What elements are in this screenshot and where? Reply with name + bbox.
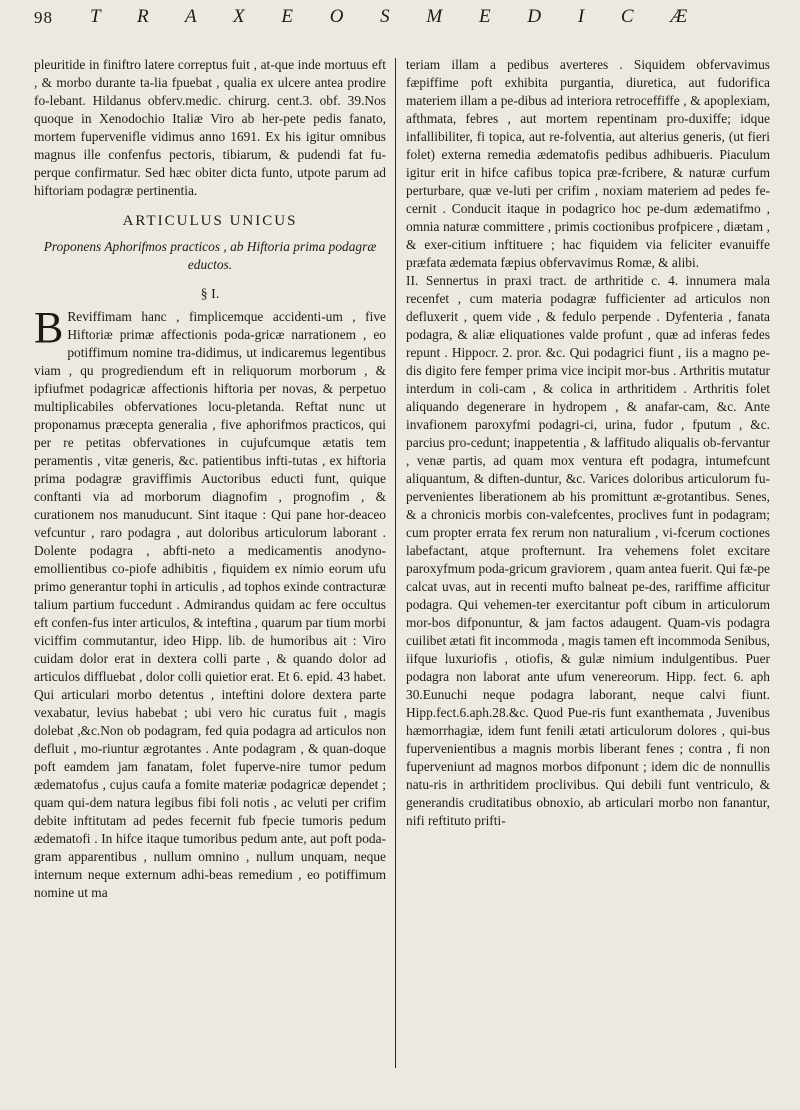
running-title: T R A X E O S M E D I C Æ [90, 6, 700, 27]
column-divider [395, 58, 396, 1068]
section-number: § I. [200, 287, 220, 302]
left-paragraph-continued: pleuritide in finiftro latere correptus fuit , at-que inde mortuus eft , & morbo durante ta-lia fpuebat , qualia ex ulcere antea prodire fo-lebant. Hildanus obferv.medic. chirurg. cent.3. obf. 39.Nos quoque in Xenodochio Italiæ Viro ab her-pete pedis fanato, mortem fupervenifle vidimus anno 1691. Ex his igitur omnibus magnus ille confenfus pectoris, tibiarum, & pudendi fat fu-perque confirmatur. Sed hæc obiter dicta funto, utpote parum ad hiftoriam podagræ pertinentia. [34, 57, 386, 198]
right-column [406, 56, 770, 1096]
page-number: 98 [34, 8, 53, 27]
article-heading: ARTICULUS UNICUS [122, 213, 298, 229]
article-subheading: Proponens Aphorifmos practicos , ab Hiftoria prima podagræ eductos. [43, 239, 377, 272]
right-paragraph-continued: teriam illam a pedibus averteres . Siquidem obfervavimus fæpiffime poft exhibita purgantia, diuretica, aut fudorifica materiem illam a pe-dibus ad interiora retroceffiffe , & apoplexiam, afthmata, febres , aut mortem repentinam pro-duxiffe; idque infallibiliter, fi topica, aut re-folventia, aut alterius generis, (ut fieri folet) externa remedia ædematofis pedibus adhibueris. Piaculum igitur erit in hifce cafibus topica præ-fcribere, & naturæ curfum perturbare, quæ ve-luti per crifim , noxiam materiem ad pedes fe-cernit . Conducit itaque in podagrico hoc pe-dum ædematifmo , omnia naturæ committere , primis coctionibus profpicere , diætam , & exer-citium inftituere ; hac fiquidem via feliciter evanuiffe præfata ædemata fæpius obfervavimus Romæ, & alibi. [406, 57, 770, 270]
page-header [34, 6, 780, 36]
left-paragraph-main-text: Reviffimam hanc , fimplicemque accidenti-um , five Hiftoriæ primæ affectionis poda-gricæ narrationem , eo potiffimum nomine tra-didimus, ut indicaremus legentibus viam , qu progrediendum eft in reliquorum morborum , & ipfiufmet podagricæ affectionis hiftoria per novas, & perpetuo multiplicabiles obfervationes locu-pletanda. Reftat nunc ut proponamus præcepta generalia , five aphorifmos practicos, qui per re petitas obfervationes in cujufcumque ætatis tem peramentis , vitæ generis, &c. patientibus infti-tutas , ex hiftoria prima podagræ graviffimis Auctoribus educti funt, quique conftanti via ad morborum diagnofim , prognofim , & curationem nos manuducunt. Sint itaque : Qui pane hor-deaceo vefcuntur , raro podagra , aut doloribus articulorum laborant . Dolente podagra , abfti-neto a medicamentis anodyno-emollientibus co-piofe adhibitis , fiquidem ex nimio eorum ufu primo generantur tophi in articulis , ad tophos exinde contracturæ talium partium fuccedunt . Admirandus quidam ac fere occultus eft confen-fus inter articulos, & inteftina , quarum par tium morbi viciffim commutantur, ideo Hipp. lib. de humoribus ait : Viro cuidam dolor erat in dextera colli parte , & quando dolor ad articulos diffluebat , dolor colli quietior erat. Et 6. epid. 43 habet. Qui articulari morbo detentus , inteftini dolore dextera parte vexabatur, levius habebat ; ubi vero hic curatus fuit , magis dolebat ,&c.Non ob podagram, fed quia podagra ad articulos non defluit , mo-riuntur ægrotantes . Ante podagram , & quan-doque poft eamdem jam fanatam, folet fuperve-nire tumor pedum ædematofus , cujus caufa a fomite materiæ podagricæ dependet ; quam qui-dem natura legibus fibi foli notis , ac veluti per crifim debite inftitutam ad pedes fecernit fub fpecie tumoris pedum ædematofi . In hifce itaque tumoribus pedum ante, aut poft poda-gram apparentibus , nullum omnino , nullum unquam, neque internum neque externum adhi-beas remedium , eo potiffimum nomine ut ma [34, 309, 386, 900]
left-paragraph-main [34, 303, 386, 902]
right-paragraph-second: II. Sennertus in praxi tract. de arthritide c. 4. innumera mala recenfet , cum materia podagræ fufficienter ad articulos non defluxerit , quem vide , & fedulo perpende . Dyfenteria , fanata podagra, & aliæ eliquationes valde profunt , quæ ad inferas fedes repunt . Hippocr. 2. pror. &c. Qui podagrici fiunt , iis a magno pe-dis digito fere femper prima vice incipit mor-bus . Arthritis mutatur interdum in coli-cam , & colica in arthritidem . Arthritis folet aliquando degenerare in hydropem , & anafar-cam, &c. Ante invafionem paroxyfmi podagri-ci, urina, fudor , fputum , &c. parcius pro-cedunt; inappetentia , & laffitudo aliqualis ob-fervantur , venæ partis, ad quam mox ventura eft podagra, intumefcunt aliquantum, & diften-duntur, &c. Varices doloribus articulorum fu-pervenientes liberationem ab his promittunt æ-grotantibus. Senes, & a chronicis morbis con-valefcentes, proclives funt in podagram; cum propter errata fex rerum non naturalium , vi-fcerum coctiones labefactant, atque profternunt. Ira vehemens folet excitare paroxyfmum poda-gricum graviorem , quam antea fuerit. Qui fæ-pe calcat uvas, aut in recenti mufto balneat pe-des, rariffime afficitur podagra. Qui vehemen-ter exercitantur poft cibum in articulorum mor-bos difponuntur, & jam factos adaugent. Quam-vis podagra cuilibet ætati fit incommoda , magis tamen eft incommoda Senibus, iifque luxuriofis , otiofis, & gulæ nimium indulgentibus. Puer podagra non laborat ante ufum venereorum. Hipp. fect. 6. aph 30.Eunuchi neque podagra laborant, neque calvi fiunt. Hipp.fect.6.aph.28.&c. Quod Pue-ris funt exanthemata , Juvenibus hæmorrhagiæ, idem funt fenili ætati articulorum dolores , qui-bus fupervenientibus a magnis morbis liberant fenes ; contra , fi non fuperveniunt ad magnos morbos difponunt ; idem dic de nonnullis natu-ris in arthritidem proclivibus. Qui debili funt ventriculo, & generandis cruditatibus obnoxio, ab articulari morbo non fanantur, nifi reftituto prifti- [406, 273, 770, 828]
left-column [34, 56, 386, 1096]
drop-cap: B [34, 303, 64, 352]
